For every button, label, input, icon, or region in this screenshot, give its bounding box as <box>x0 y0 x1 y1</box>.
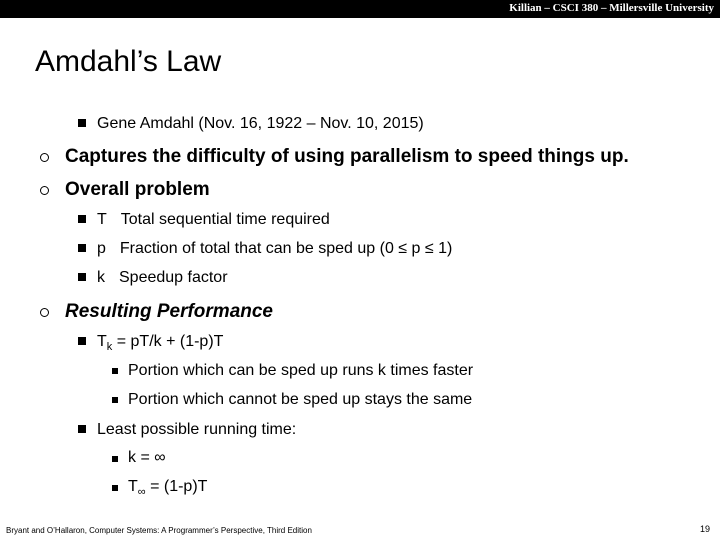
def-item <box>97 268 228 288</box>
footer-citation: Bryant and O’Hallaron, Computer Systems: A Programmer’s Perspective, Third Edition <box>6 526 312 535</box>
square-bullet-icon <box>78 337 86 345</box>
def-var: T <box>97 211 107 228</box>
circle-bullet-icon <box>40 153 49 162</box>
k-infinity: k = ∞ <box>128 449 166 466</box>
gene-amdahl-text: Gene Amdahl (Nov. 16, 1922 – Nov. 10, 2015) <box>97 115 424 132</box>
def-item <box>97 210 330 230</box>
small-square-bullet-icon <box>112 485 118 491</box>
t-infinity: $T_\infty = (1-p)T$ <box>128 478 208 499</box>
header-bar <box>0 0 720 18</box>
square-bullet-icon <box>78 425 86 433</box>
page-number: 19 <box>699 524 710 534</box>
small-square-bullet-icon <box>112 456 118 462</box>
bullet-overall-problem: Overall problem <box>65 179 210 200</box>
def-item <box>97 239 452 259</box>
def-desc: Speedup factor <box>119 269 228 286</box>
least-running-time: Least possible running time: <box>97 421 297 438</box>
def-desc: Fraction of total that can be sped up (0 ≤ p ≤ 1) <box>119 240 453 257</box>
def-var: p <box>97 240 106 257</box>
slide-title: Amdahl’s Law <box>35 45 222 78</box>
def-desc: Total sequential time required <box>120 211 330 228</box>
square-bullet-icon <box>78 244 86 252</box>
small-square-bullet-icon <box>112 397 118 403</box>
small-square-bullet-icon <box>112 368 118 374</box>
square-bullet-icon <box>78 119 86 127</box>
formula-note: Portion which can be sped up runs k times faster <box>128 362 474 379</box>
square-bullet-icon <box>78 215 86 223</box>
circle-bullet-icon <box>40 186 49 195</box>
header-text: Killian – CSCI 380 – Millersville University <box>509 2 714 14</box>
def-var: k <box>97 269 105 286</box>
speedup-formula: $T_k = pT/k + (1-p)T$ <box>97 333 224 354</box>
circle-bullet-icon <box>40 308 49 317</box>
square-bullet-icon <box>78 273 86 281</box>
formula-note: Portion which cannot be sped up stays the same <box>128 391 473 408</box>
bullet-captures: Captures the difficulty of using parallelism to speed things up. <box>65 146 629 167</box>
bullet-resulting-performance: Resulting Performance <box>65 301 273 322</box>
